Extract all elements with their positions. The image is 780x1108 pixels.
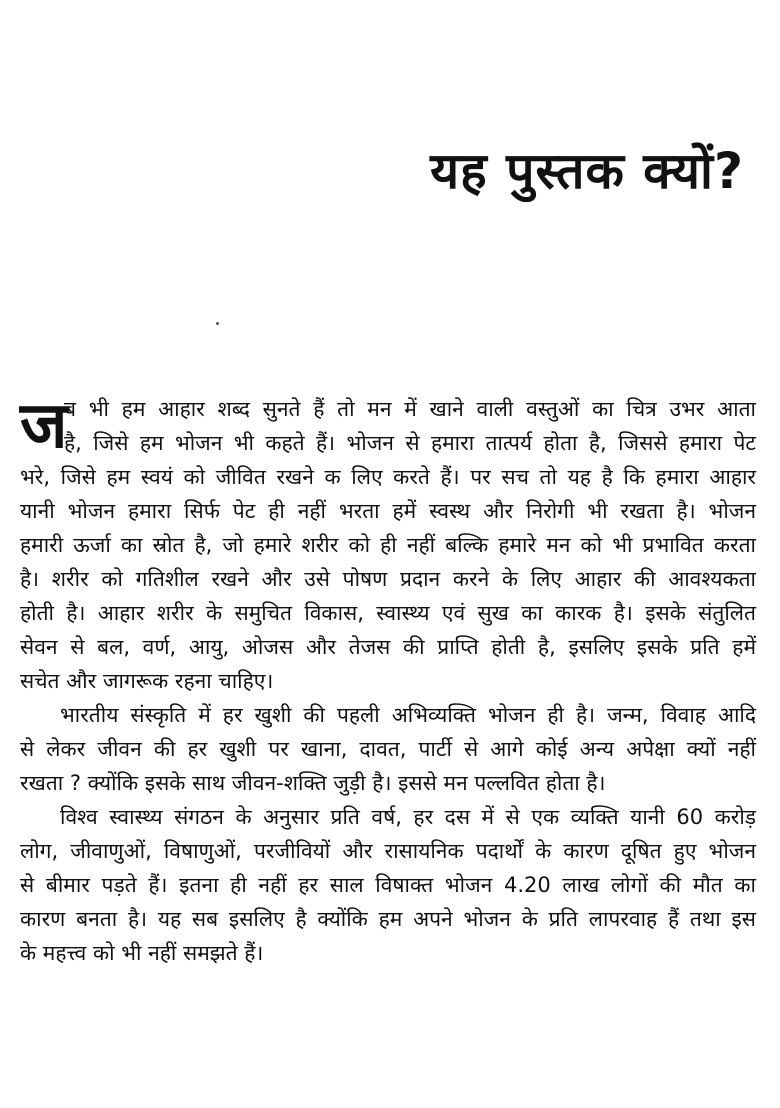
text-line: विश्व स्वास्थ्य संगठन के अनुसार प्रति वर्ष, हर दस में से एक व्यक्ति यानी 60 करोड़ xyxy=(60,805,756,829)
body-text xyxy=(20,389,756,970)
text-line: ब भी हम आहार शब्द सुनते हैं तो मन में खाने वाली वस्तुओं का चित्र उभर आता xyxy=(64,397,756,421)
text-line: भरे, जिसे हम स्वयं को जीवित रखने क लिए करते हैं। पर सच तो यह है कि हमारा आहार xyxy=(20,465,756,489)
text-line: से लेकर जीवन की हर खुशी पर खाना, दावत, पार्टी से आगे कोई अन्य अपेक्षा क्यों नहीं xyxy=(20,737,756,761)
text-line: सचेत और जागरूक रहना चाहिए। xyxy=(20,669,274,693)
text-line: यानी भोजन हमारा सिर्फ पेट ही नहीं भरता हमें स्वस्थ और निरोगी भी रखता है। भोजन xyxy=(20,499,756,523)
text-line: से बीमार पड़ते हैं। इतना ही नहीं हर साल विषाक्त भोजन 4.20 लाख लोगों की मौत का xyxy=(20,873,756,897)
page-title: यह पुस्तक क्यों? xyxy=(430,142,744,200)
text-line: हमारी ऊर्जा का स्रोत है, जो हमारे शरीर को ही नहीं बल्कि हमारे मन को भी प्रभावित करता xyxy=(20,533,756,557)
text-line: है, जिसे हम भोजन भी कहते हैं। भोजन से हमारा तात्पर्य होता है, जिससे हमारा पेट xyxy=(64,431,756,455)
paragraph-2 xyxy=(20,698,756,800)
text-line: रखता ? क्योंकि इसके साथ जीवन-शक्ति जुड़ी है। इससे मन पल्लवित होता है। xyxy=(20,771,606,795)
text-line: कारण बनता है। यह सब इसलिए है क्योंकि हम अपने भोजन के प्रति लापरवाह हैं तथा इस xyxy=(20,907,756,931)
text-line: भारतीय संस्कृति में हर खुशी की पहली अभिव्यक्ति भोजन ही है। जन्म, विवाह आदि xyxy=(60,703,756,727)
text-line: सेवन से बल, वर्ण, आयु, ओजस और तेजस की प्राप्ति होती है, इसलिए इसके प्रति हमें xyxy=(20,635,756,659)
text-line: होती है। आहार शरीर के समुचित विकास, स्वास्थ्य एवं सुख का कारक है। इसके संतुलित xyxy=(20,601,756,625)
drop-cap: ज xyxy=(20,389,68,463)
paragraph-1 xyxy=(20,389,756,698)
paragraph-3 xyxy=(20,800,756,970)
speck xyxy=(216,322,219,325)
text-line: के महत्त्व को भी नहीं समझते हैं। xyxy=(20,941,264,965)
text-line: है। शरीर को गतिशील रखने और उसे पोषण प्रदान करने के लिए आहार की आवश्यकता xyxy=(20,567,756,591)
text-line: लोग, जीवाणुओं, विषाणुओं, परजीवियों और रासायनिक पदार्थों के कारण दूषित हुए भोजन xyxy=(20,839,756,863)
